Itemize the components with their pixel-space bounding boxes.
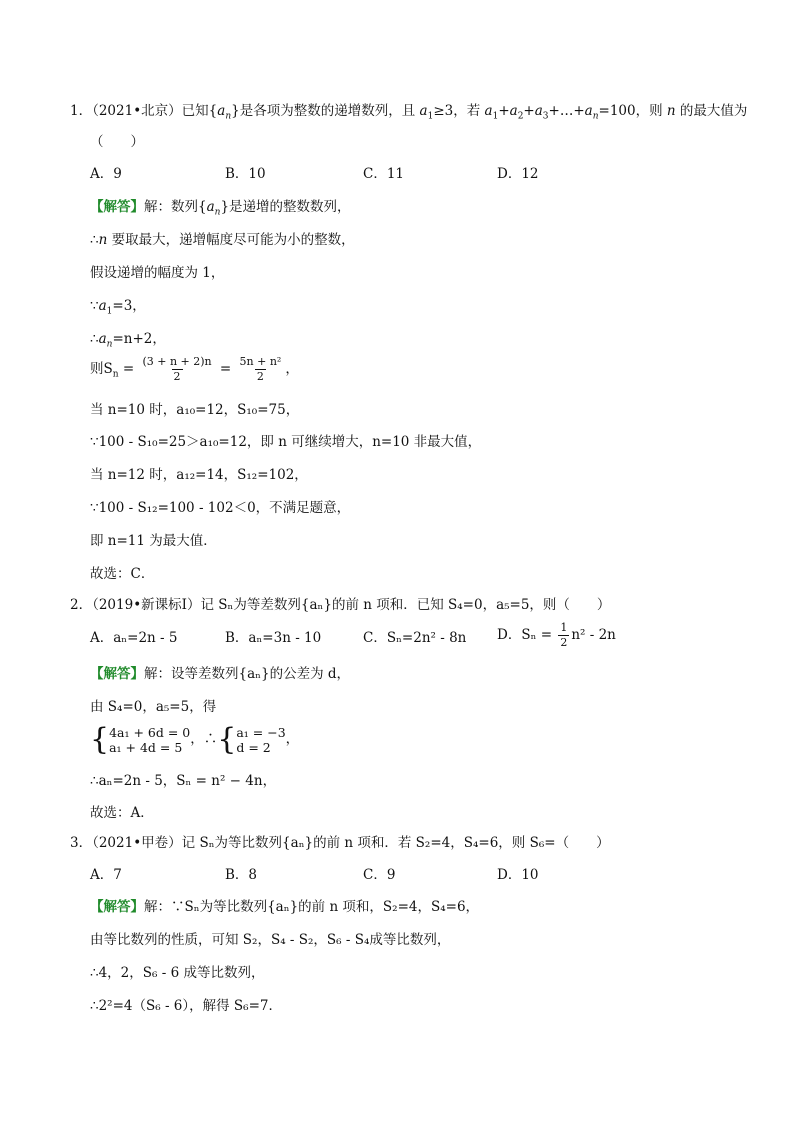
q2-option-c[interactable]: C．Sₙ=2n² - 8n [363,630,467,646]
q1-solution-line-10: ∵100 - S₁₂=100 - 102＜0，不满足题意， [90,500,351,516]
q1-solution-line-11: 即 n=11 为最大值． [90,533,217,549]
q2-solution-line-4: ∴aₙ=2n - 5，Sₙ = n² − 4n， [90,773,277,789]
q2-option-b[interactable]: B．aₙ=3n - 10 [225,630,322,646]
q2-system-2: {a₁ = −3 d = 2 [217,722,286,757]
q1-option-a[interactable]: A．9 [90,166,122,182]
q3-answer-tag: 【解答】 [90,899,144,915]
q1-option-b[interactable]: B．10 [225,166,266,182]
q3-solution-line-2: 由等比数列的性质，可知 S₂，S₄ - S₂，S₆ - S₄成等比数列， [90,932,451,948]
q1-solution-line-1: 【解答】解：数列$\{a_n\}$是递增的整数数列， [90,199,351,218]
q1-paren: （ ） [90,134,144,150]
q2-solution-line-5: 故选：A． [90,805,154,821]
q2-option-d-fraction: $\frac{1}{2}$ [560,621,568,649]
q1-answer-tag: 【解答】 [90,199,144,215]
q3-option-d[interactable]: D．10 [497,867,539,883]
q3-option-b[interactable]: B．8 [225,867,258,883]
q1-fraction-1: $\frac{(3 + n + 2)n}{2}$ [142,355,212,383]
q1-source: （2021•北京） [92,103,182,119]
q1-solution-line-6: 则$S_n$ = $\frac{(3 + n + 2)n}{2}$ = $\frac{\text{5n + n²}}{2}$ ， [90,355,299,383]
q3-solution-line-3: ∴4，2，S₆ - 6 成等比数列， [90,965,265,981]
q1-option-d[interactable]: D．12 [497,166,539,182]
q1-solution-line-4: $\because a_1=3$， [90,298,146,317]
q2-solution-line-1: 【解答】解：设等差数列{aₙ}的公差为 d， [90,666,350,682]
q3-source: （2021•甲卷） [92,835,182,851]
q3-option-a[interactable]: A．7 [90,867,122,883]
q1-solution-line-5: $\therefore a_n=n+2$， [90,331,166,350]
q1-option-c[interactable]: C．11 [363,166,405,182]
q1-fraction-2: $\frac{\text{5n + n²}}{2}$ [239,355,282,383]
q1-solution-line-9: 当 n=12 时，a₁₂=14，S₁₂=102， [90,467,308,483]
q2-stem: 2．（2019•新课标Ⅰ）记 Sₙ为等差数列{aₙ}的前 n 项和．已知 S₄=0，a₅=5，则（ ） [70,597,611,613]
q2-source: （2019•新课标Ⅰ） [92,597,201,613]
q3-option-c[interactable]: C．9 [363,867,396,883]
q1-stem: 1．（2021•北京）已知$\{a_n\}$是各项为整数的递增数列，且 $a_1\ge 3$，若 $a_1+a_2+a_3+\dots+a_n=100$，则 n 的最大值为 [70,103,748,122]
q2-system-1: {4a₁ + 6d = 0 a₁ + 4d = 5 [90,722,191,757]
q2-solution-line-2: 由 S₄=0，a₅=5，得 [90,699,217,715]
q1-solution-line-8: ∵100 - S₁₀=25＞a₁₀=12，即 n 可继续增大，n=10 非最大值， [90,434,482,450]
q1-solution-line-2: ∴n 要取最大，递增幅度尽可能为小的整数， [90,232,355,248]
q3-solution-line-1: 【解答】解：∵Sₙ为等比数列{aₙ}的前 n 项和，S₂=4，S₄=6， [90,899,480,915]
q2-option-d[interactable]: D．Sₙ = $\frac{1}{2}$ n² - 2n [497,621,616,649]
q3-solution-line-4: ∴2²=4（S₆ - 6），解得 S₆=7． [90,998,282,1014]
q1-solution-line-3: 假设递增的幅度为 1， [90,265,225,281]
q2-answer-tag: 【解答】 [90,666,144,682]
q2-solution-system: {4a₁ + 6d = 0 a₁ + 4d = 5，∴{a₁ = −3 d = 2， [90,722,300,757]
q2-option-a[interactable]: A．aₙ=2n - 5 [90,630,178,646]
q1-solution-line-7: 当 n=10 时，a₁₀=12，S₁₀=75， [90,402,300,418]
q1-solution-line-12: 故选：C． [90,566,155,582]
q3-stem: 3．（2021•甲卷）记 Sₙ为等比数列{aₙ}的前 n 项和．若 S₂=4，S₄=6，则 S₆=（ ） [70,835,610,851]
